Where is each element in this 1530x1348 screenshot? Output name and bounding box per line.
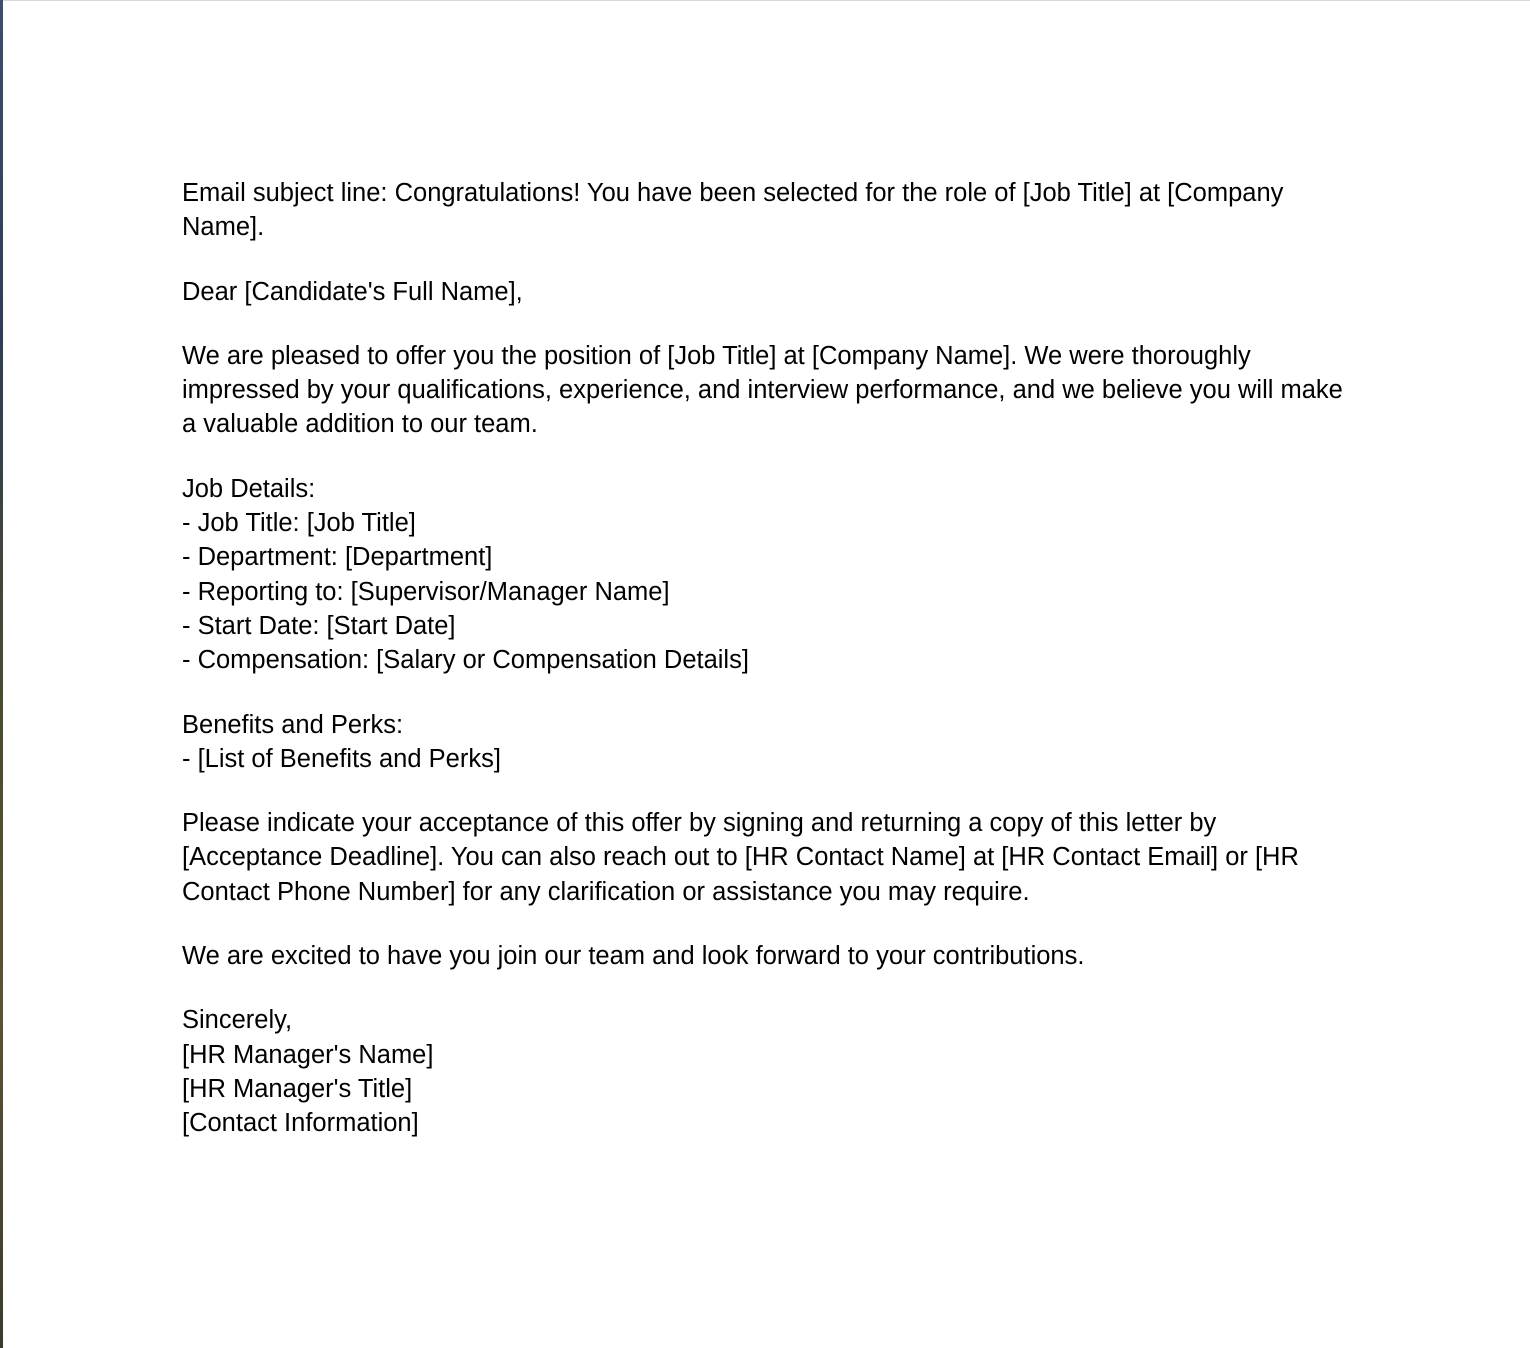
job-details-item: - Compensation: [Salary or Compensation Details] (182, 646, 749, 675)
signature-block (182, 1003, 1352, 1140)
job-details-item: - Job Title: [Job Title] (182, 509, 416, 538)
acceptance-paragraph: Please indicate your acceptance of this offer by signing and returning a copy of this letter by [Acceptance Deadline]. You can also reach out to [HR Contact Name] at [HR Contact Email] or [HR Contact Phone Number] for any clarification or assistance you may require. (182, 809, 1299, 906)
job-details-item: - Department: [Department] (182, 543, 493, 572)
closing-paragraph: We are excited to have you join our team and look forward to your contributions. (182, 942, 1085, 971)
window-top-border (0, 0, 1530, 1)
benefits-section (182, 708, 1352, 777)
window-left-edge (0, 0, 3, 1348)
benefits-heading: Benefits and Perks: (182, 710, 404, 739)
intro-paragraph: We are pleased to offer you the position of [Job Title] at [Company Name]. We were thoroughly impressed by your qualifications, experience, and interview performance, and we believe you will make a valuable addition to our team. (182, 341, 1343, 439)
job-details-heading: Job Details: (182, 474, 316, 503)
job-details-item: - Reporting to: [Supervisor/Manager Name] (182, 577, 670, 606)
signer-title: [HR Manager's Title] (182, 1074, 413, 1103)
sign-off: Sincerely, (182, 1006, 293, 1035)
greeting: Dear [Candidate's Full Name], (182, 277, 523, 306)
signer-contact: [Contact Information] (182, 1109, 419, 1138)
email-subject-line: Email subject line: Congratulations! You have been selected for the role of [Job Title] at [Company Name]. (182, 179, 1284, 242)
job-details-item: - Start Date: [Start Date] (182, 611, 456, 640)
benefits-item: - [List of Benefits and Perks] (182, 744, 501, 773)
signer-name: [HR Manager's Name] (182, 1040, 434, 1069)
job-details-section (182, 472, 1352, 678)
document-body (182, 176, 1352, 1171)
